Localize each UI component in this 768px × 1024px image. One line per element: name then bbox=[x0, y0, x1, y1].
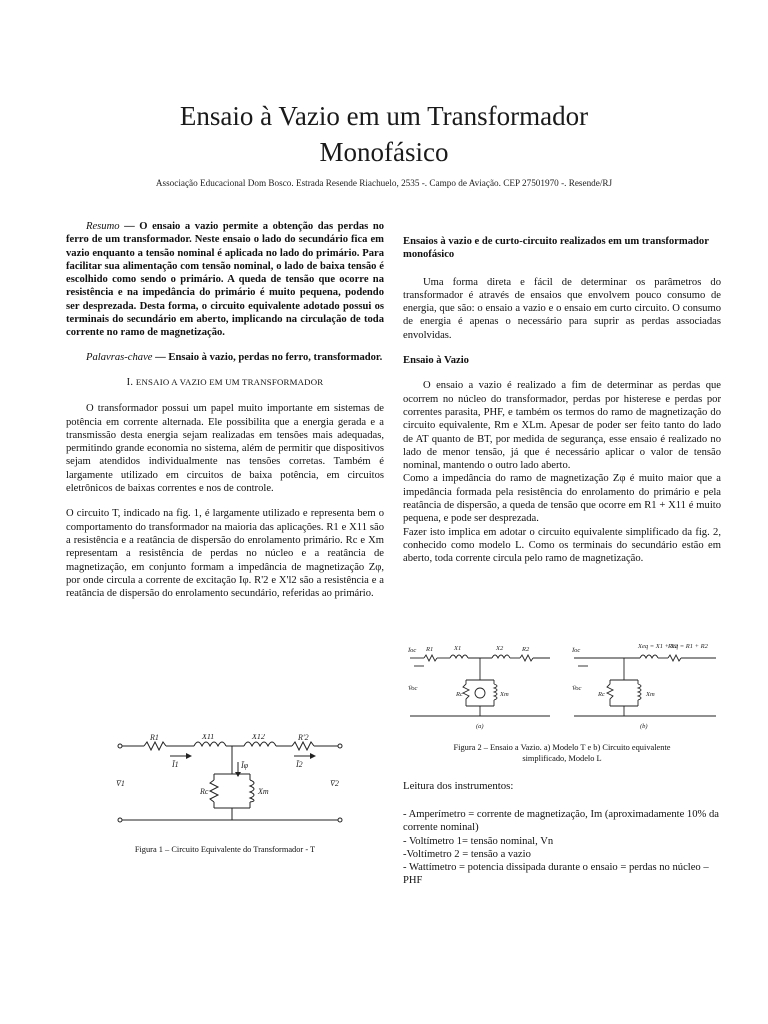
figure-2a-circuit bbox=[406, 640, 554, 732]
title-line-1: Ensaio à Vazio em um Transformador bbox=[179, 101, 589, 131]
paragraph-vazio-c: Fazer isto implica em adotar o circuito equivalente simplificado da fig. 2, conhecido como modelo L. Como os terminais do secundário estão em aberto, toda corrente circula pelo ramo de magnetização. bbox=[403, 526, 721, 565]
label-i1: Ī1 bbox=[172, 760, 179, 769]
fig2a-voc: V̄oc bbox=[408, 685, 418, 692]
fig2a-ioc: Īoc bbox=[408, 647, 417, 654]
fig2a-x2: X2 bbox=[496, 645, 504, 652]
figure-2-caption-line-2: simplificado, Modelo L bbox=[522, 754, 602, 763]
fig2a-rc: Rc bbox=[456, 691, 463, 698]
fig2b-ioc: Īoc bbox=[572, 647, 581, 654]
fig2b-rc: Rc bbox=[598, 691, 605, 698]
keywords-dash: — bbox=[152, 351, 169, 363]
abstract-dash: — bbox=[119, 221, 140, 232]
fig2b-xm: Xm bbox=[646, 691, 655, 698]
label-i2: Ī2 bbox=[296, 760, 303, 769]
abstract-text: O ensaio a vazio permite a obtenção das perdas no ferro de um transformador. Neste ensaio o lado do secundário fica em vazio enquanto a tensão nominal é aplicada no lado do primário. Para facilitar sua alimentação com tensão nominal, o lado de baixa tensão é escolhido como sendo o primário. A queda de tensão que ocorre na resistência e na impedância do primário é muito pequena, podendo ser desprezada. Desta forma, o circuito equivalente adotado possui os terminais do secundário em aberto, implicando na circulação de toda corrente no ramo de magnetização. bbox=[66, 221, 385, 339]
left-column bbox=[66, 220, 384, 612]
fig2b-xeq: Xeq = X1 + X2 bbox=[638, 643, 678, 650]
figure-1-caption: Figura 1 – Circuito Equivalente do Transformador - T bbox=[134, 845, 316, 854]
paragraph-vazio-a: O ensaio a vazio é realizado a fim de determinar as perdas que ocorrem no núcleo do transformador, perdas por histerese e perdas por correntes parasita, PHF, e também os termos do ramo de magnetização do circuito equivalente, Rm e XLm. Apesar de poder ser feito tanto do lado de AT quanto de BT, por medida de segurança, esse ensaio é realizado no lado de menor tensão, já que é necessário aplicar o valor de tensão nominal, mantendo o outro lado aberto. bbox=[403, 380, 721, 472]
paper-title bbox=[60, 98, 708, 170]
right-heading: Ensaios à vazio e de curto-circuito realizados em um transformador monofásico bbox=[403, 236, 709, 261]
label-v2: V̄2 bbox=[330, 779, 339, 788]
instrument-wattmeter: - Wattímetro = potencia dissipada durante o ensaio = perdas no núcleo – PHF bbox=[403, 862, 709, 887]
figure-1-circuit bbox=[114, 734, 346, 830]
instrument-voltmeter-1: - Voltímetro 1= tensão nominal, Vn bbox=[403, 835, 554, 847]
fig2b-req: Req = R1 + R2 bbox=[668, 643, 708, 650]
fig2a-sub: (a) bbox=[476, 723, 484, 730]
figure-2-caption bbox=[403, 742, 721, 764]
section-heading bbox=[66, 376, 384, 389]
label-x1: X11 bbox=[202, 734, 215, 741]
section-title: ENSAIO A VAZIO EM UM TRANSFORMADOR bbox=[135, 376, 324, 387]
keywords-label: Palavras-chave bbox=[86, 351, 153, 363]
abstract-label: Resumo bbox=[86, 221, 120, 232]
keywords-text: Ensaio à vazio, perdas no ferro, transformador. bbox=[168, 351, 383, 363]
paragraph-circuit-t: O circuito T, indicado na fig. 1, é largamente utilizado e representa bem o comportamento do transformador na maioria das aplicações. R1 e X11 são a resistência e a reatância de dispersão do enrolamento primário. Rc e Xm representam a resistência de perdas no núcleo e a reatância de magnetização, em conjunto formam a impedância de magnetização Zφ, por onde circula a corrente de excitação Iφ. R'2 e X'l2 são a resistência e a reatância de dispersão do enrolamento secundário, referidas ao primário. bbox=[66, 508, 384, 600]
label-r1: R1 bbox=[150, 734, 159, 742]
right-column bbox=[403, 235, 721, 566]
instruments-heading: Leitura dos instrumentos: bbox=[403, 780, 514, 792]
fig2a-r2: R2 bbox=[522, 646, 530, 653]
paragraph-tests: Uma forma direta e fácil de determinar os parâmetros do transformador é através de ensaios que envolvem pouco consumo de energia, que são: o ensaio a vazio e o ensaio em curto circuito. O consumo de energia é apenas o necessário para suprir as perdas associadas envolvidas. bbox=[403, 276, 721, 341]
label-v1: V̄1 bbox=[116, 779, 125, 788]
section-number: I. bbox=[126, 376, 136, 388]
instruments-list bbox=[403, 808, 721, 888]
fig2a-r1: R1 bbox=[426, 646, 434, 653]
fig2a-x1: X1 bbox=[454, 645, 462, 652]
instrument-ammeter: - Amperímetro = corrente de magnetização, Im (aproximadamente 10% da corrente nominal) bbox=[403, 809, 720, 834]
subheading-ensaio-vazio: Ensaio à Vazio bbox=[403, 355, 469, 367]
fig2b-voc: V̄oc bbox=[572, 685, 582, 692]
label-xm: Xm bbox=[258, 787, 269, 796]
paragraph-intro: O transformador possui um papel muito importante em sistemas de potência em corrente alternada. Ele possibilita que a energia gerada e a transmissão desta energia sejam realizadas em tensões mais adequadas, permitindo grande economia no sistema, além de permitir que dispositivos sejam atendidos individualmente nas tensões corretas. Também é largamente utilizado em circuitos de baixa potência, em circuitos eletrônicos de baixas correntes e nos de controle. bbox=[66, 403, 384, 495]
label-x2: X12 bbox=[252, 734, 265, 741]
figure-2b-circuit bbox=[570, 640, 720, 732]
instrument-voltmeter-2: -Voltímetro 2 = tensão a vazio bbox=[403, 848, 531, 860]
keywords bbox=[66, 351, 384, 364]
paragraph-vazio-b: Como a impedância do ramo de magnetização Zφ é muito maior que a impedância formada pela resistência do enrolamento do primário e pela reatância de dispersão, a queda de tensão que ocorre em R1 + X11 é muito pequena, e pode ser desprezada. bbox=[403, 473, 721, 525]
fig2a-xm: Xm bbox=[500, 691, 509, 698]
figure-2-caption-line-1: Figura 2 – Ensaio a Vazio. a) Modelo T e b) Circuito equivalente bbox=[453, 743, 671, 752]
label-iphi: Īφ bbox=[241, 761, 249, 770]
abstract bbox=[66, 220, 384, 340]
label-rc: Rc bbox=[200, 787, 209, 796]
fig2b-sub: (b) bbox=[640, 723, 648, 730]
label-r2: R'2 bbox=[298, 734, 309, 742]
affiliation: Associação Educacional Dom Bosco. Estrada Resende Riachuelo, 2535 -. Campo de Aviação. CEP 27501970 -. Resende/RJ bbox=[155, 178, 613, 188]
title-line-2: Monofásico bbox=[319, 137, 449, 167]
